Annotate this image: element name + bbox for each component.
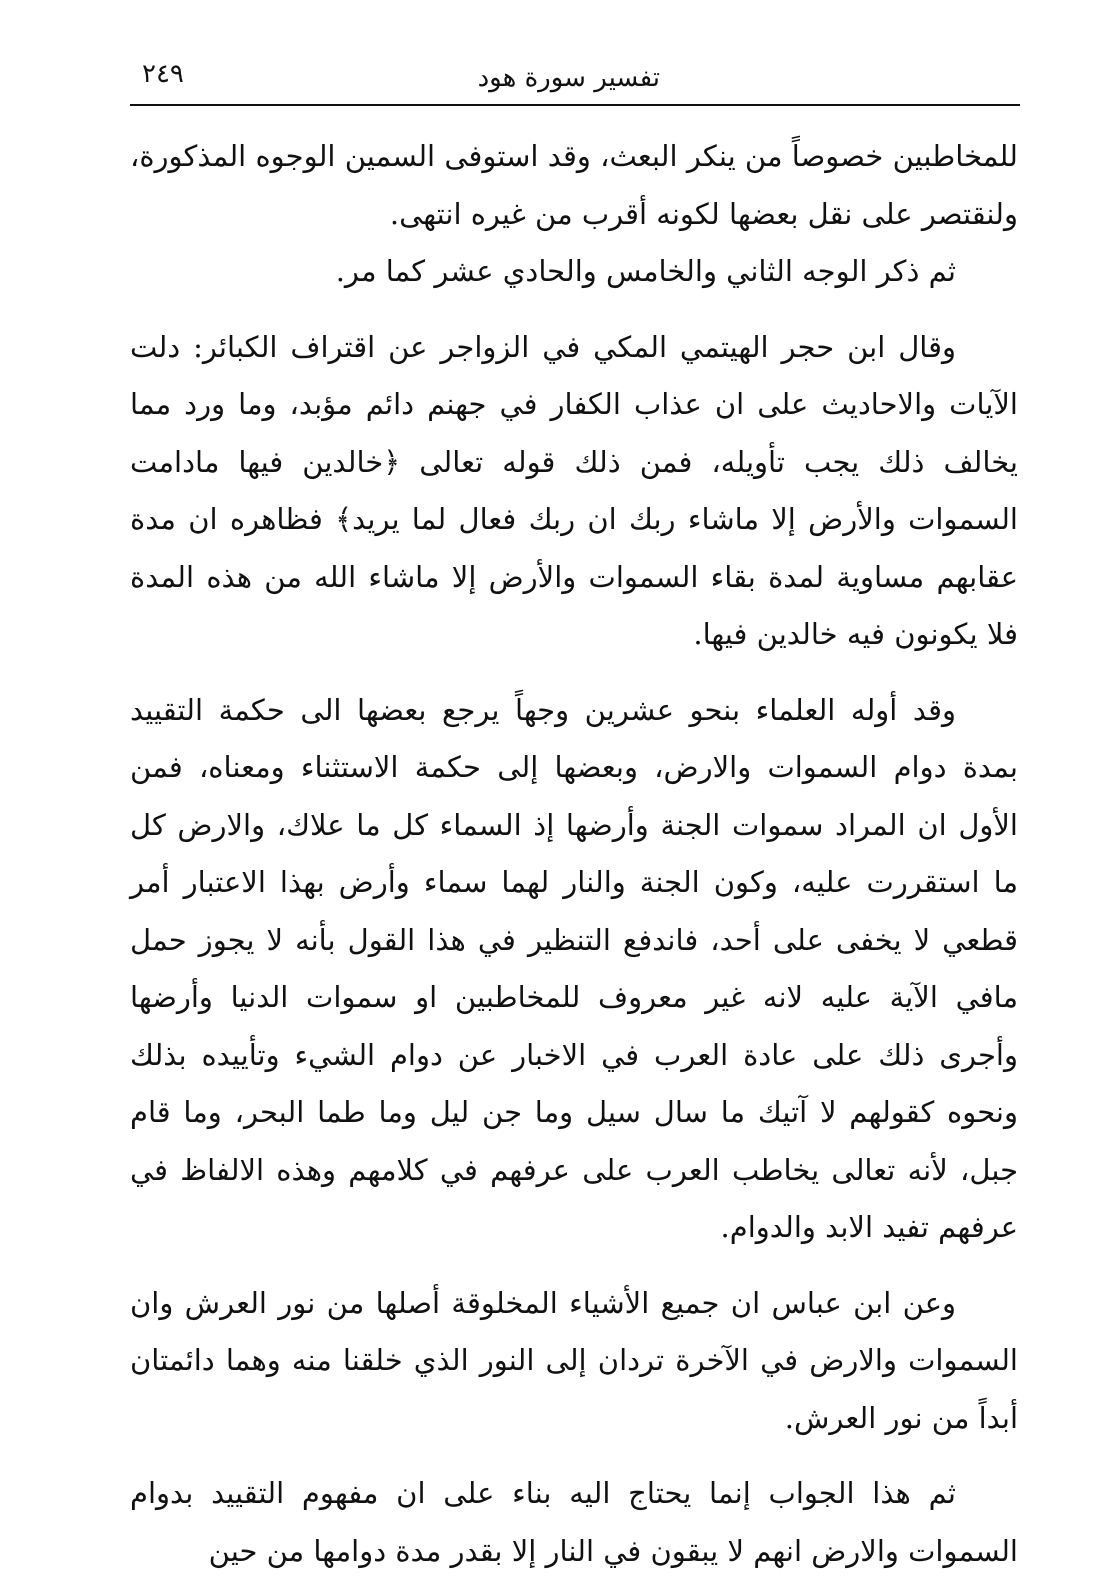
running-title: تفسير سورة هود	[477, 63, 660, 93]
header-rule	[130, 104, 1020, 106]
paragraph-ibn-hajar: وقال ابن حجر الهيتمي المكي في الزواجر عن اقتراف الكبائر: دلت الآيات والاحاديث على ان عذاب الكفار في جهنم دائم مؤبد، وما ورد مما يخالف ذلك يجب تأويله، فمن ذلك قوله تعالى ﴿خالدين فيها مادامت السموات والأرض إلا ماشاء ربك ان ربك فعال لما يريد﴾ فظاهره ان مدة عقابهم مساوية لمدة بقاء السموات والأرض إلا ماشاء الله من هذه المدة فلا يكونون فيه خالدين فيها.	[130, 329, 1018, 651]
paragraph-scholars-interpretation: وقد أوله العلماء بنحو عشرين وجهاً يرجع بعضها الى حكمة التقييد بمدة دوام السموات والارض، وبعضها إلى حكمة الاستثناء ومعناه، فمن الأول ان المراد سموات الجنة وأرضها إذ السماء كل ما علاك، والارض كل ما استقررت عليه، وكون الجنة والنار لهما سماء وأرض بهذا الاعتبار أمر قطعي لا يخفى على أحد، فاندفع التنظير في هذا القول بأنه لا يجوز حمل مافي الآية عليه لانه غير معروف للمخاطبين او سموات الدنيا وأرضها وأجرى ذلك على عادة العرب في الاخبار عن دوام الشيء وتأييده بذلك ونحوه كقولهم لا آتيك ما سال سيل وما جن ليل وما طما البحر، وما قام جبل، لأنه تعالى يخاطب العرب على عرفهم في كلامهم وهذه الالفاظ في عرفهم تفيد الابد والدوام.	[130, 692, 1018, 1244]
page-header	[130, 55, 1020, 103]
body-text	[130, 128, 1018, 1580]
paragraph-answer: ثم هذا الجواب إنما يحتاج اليه بناء على ان مفهوم التقييد بدوام السموات والارض انهم لا يبقون في النار إلا بقدر مدة دوامها من حين	[130, 1476, 1018, 1568]
paragraph-ibn-abbas: وعن ابن عباس ان جميع الأشياء المخلوقة أصلها من نور العرش وان السموات والارض في الآخرة تردان إلى النور الذي خلقنا منه وهما دائمتان أبداً من نور العرش.	[130, 1285, 1018, 1435]
paragraph-second-fifth-eleventh: ثم ذكر الوجه الثاني والخامس والحادي عشر كما مر.	[335, 254, 956, 288]
page-number: ٢٤٩	[142, 59, 184, 89]
paragraph-continuation: للمخاطبين خصوصاً من ينكر البعث، وقد استوفى السمين الوجوه المذكورة، ولنقتصر على نقل بعضها لكونه أقرب من غيره انتهى.	[130, 139, 1018, 231]
